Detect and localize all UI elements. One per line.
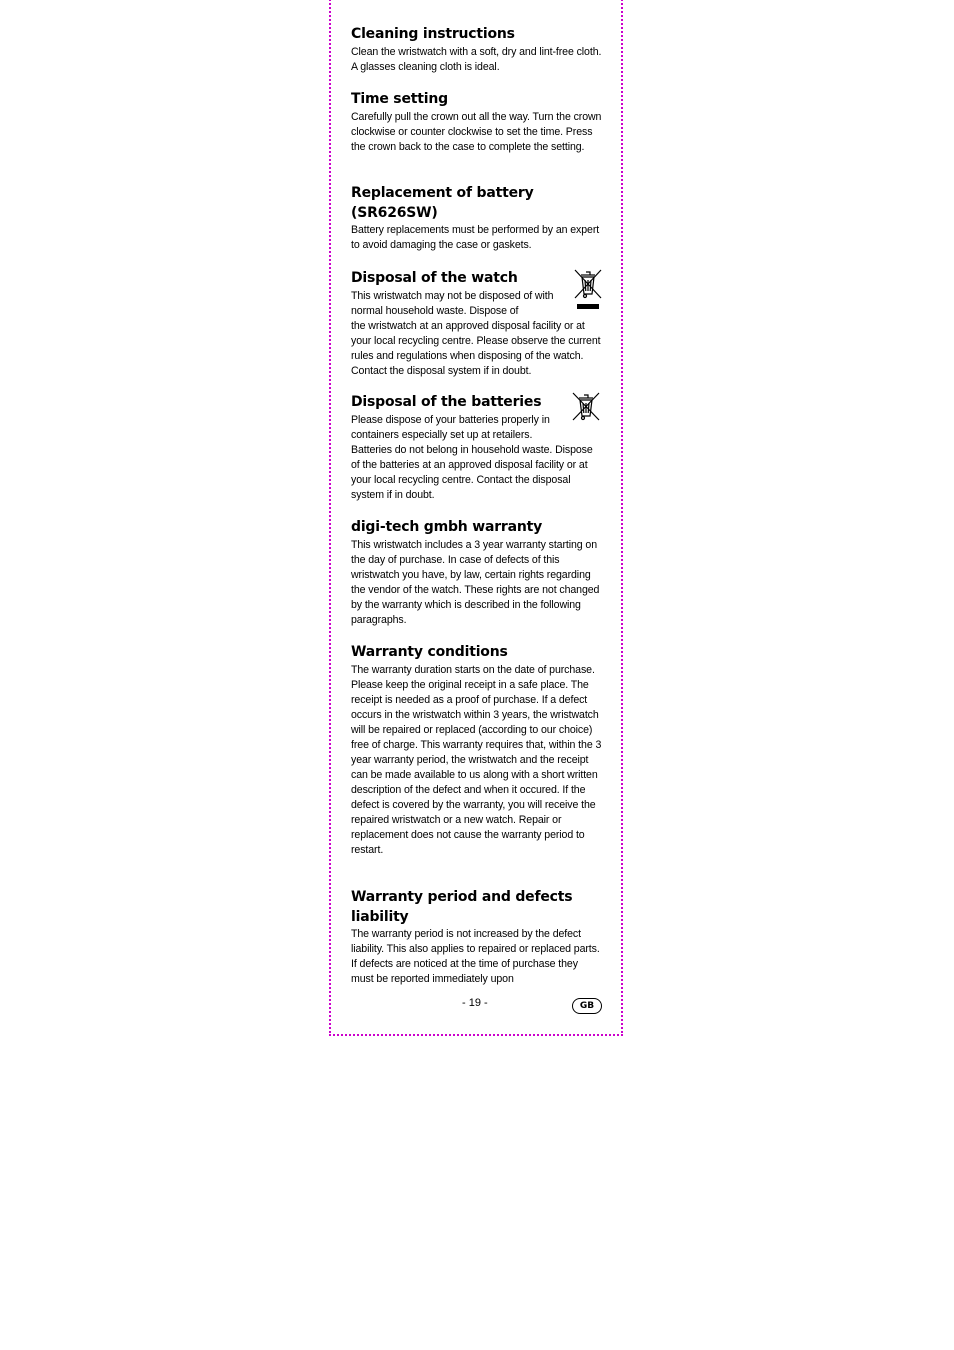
section-body: Battery replacements must be performed by an expert to avoid damaging the case or gaskets. — [351, 224, 600, 252]
section-warranty — [351, 518, 603, 628]
crossed-out-wheelie-bin-icon — [571, 391, 601, 421]
section-warranty-conditions — [351, 643, 603, 858]
section-battery-replacement — [351, 184, 603, 253]
section-heading: Replacement of battery (SR626SW) — [351, 185, 534, 221]
section-body: The warranty duration starts on the date of purchase. Please keep the original receipt in a safe place. The receipt is needed as a proof of purchase. If a defect occurs in the wristwatch within 3 years, the wristwatch will be repaired or replaced (according to our choice) free of charge. This warranty requires that, within the 3 year warranty period, the wristwatch and the receipt can be made available to us along with a short written description of the defect and when it occured. If the defect is covered by the warranty, you will receive the repaired wristwatch or a new watch. Repair or replacement does not cause the warranty period to restart. — [351, 663, 602, 857]
section-battery-disposal — [351, 393, 603, 503]
section-heading: Warranty conditions — [351, 644, 508, 660]
section-body: The warranty period is not increased by the defect liability. This also applies to repaired or replaced parts. If defects are noticed at the time of purchase they must be reported immediately upon — [351, 928, 600, 986]
section-body: Batteries do not belong in household waste. Dispose of the batteries at an approved disposal facility or at your local recycling centre. Contact the disposal system if in doubt. — [351, 443, 593, 501]
section-body: This wristwatch includes a 3 year warranty starting on the day of purchase. In case of defects of this wristwatch you have, by law, certain rights regarding the vendor of the watch. These rights are not changed by the warranty which is described in the following paragraphs. — [351, 538, 600, 626]
section-time-setting — [351, 90, 603, 155]
section-body-lead: This wristwatch may not be disposed of with normal household waste. Dispose of — [351, 289, 554, 317]
section-heading: Disposal of the batteries — [351, 394, 542, 410]
page-number: - 19 - — [462, 997, 488, 1009]
section-watch-disposal — [351, 269, 603, 379]
crossed-out-wheelie-bin-icon — [573, 268, 603, 312]
section-body: Carefully pull the crown out all the way. Turn the crown clockwise or counter clockwise to set the time. Press the crown back to the case to complete the setting. — [351, 110, 602, 153]
section-warranty-period — [351, 888, 603, 987]
section-body-lead: Please dispose of your batteries properly in containers especially set up at retailers. — [351, 413, 550, 441]
section-heading: Cleaning instructions — [351, 26, 515, 42]
section-body: the wristwatch at an approved disposal facility or at your local recycling centre. Please observe the current rules and regulations when disposing of the watch. Contact the disposal system if in doubt. — [351, 319, 601, 377]
section-heading: Disposal of the watch — [351, 270, 518, 286]
section-heading: Warranty period and defects liability — [351, 889, 573, 925]
section-cleaning — [351, 25, 603, 75]
section-heading: Time setting — [351, 91, 448, 107]
section-heading: digi-tech gmbh warranty — [351, 519, 543, 535]
language-badge: GB — [572, 998, 602, 1014]
section-body: Clean the wristwatch with a soft, dry and lint-free cloth. A glasses cleaning cloth is ideal. — [351, 45, 602, 73]
